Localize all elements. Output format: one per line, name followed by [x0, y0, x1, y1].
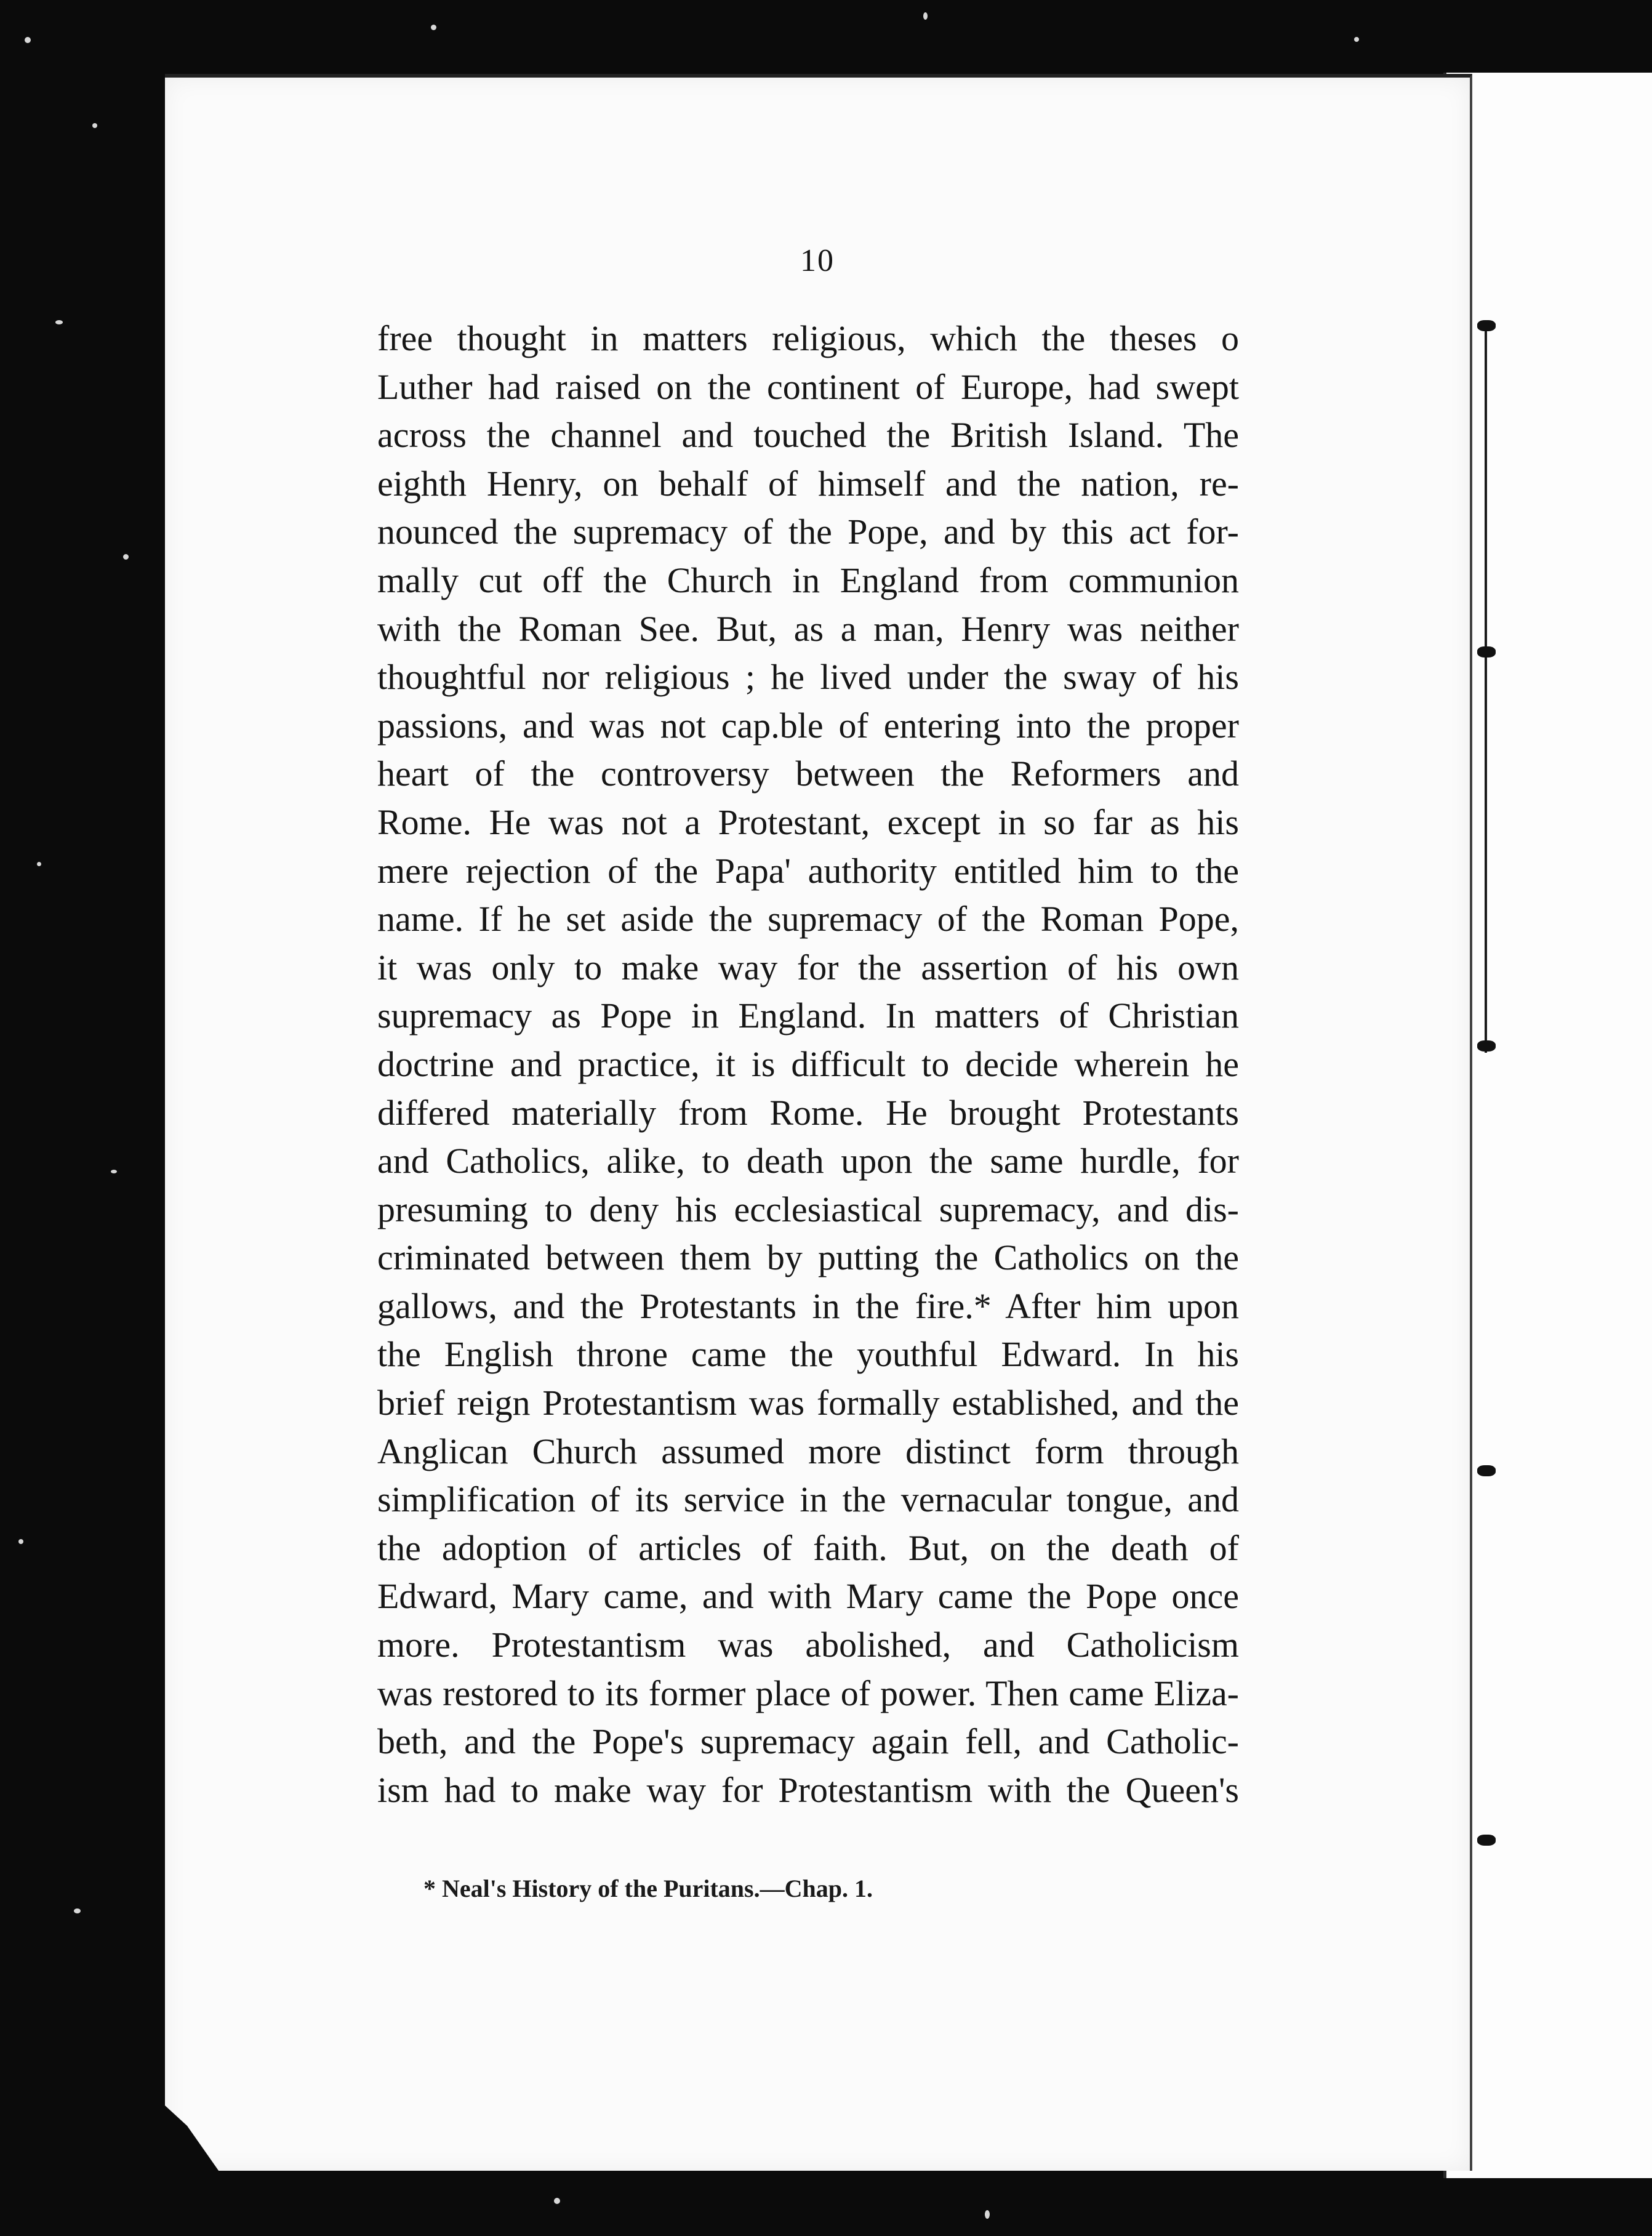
text-line: nounced the supremacy of the Pope, and by this act for-	[377, 512, 1239, 552]
margin-rule-line	[1485, 326, 1487, 1053]
margin-tick-mark	[1477, 1040, 1496, 1052]
dust-speck	[18, 1539, 23, 1544]
footnote: * Neal's History of the Puritans.—Chap. 1.	[423, 1875, 873, 1902]
text-line: presuming to deny his ecclesiastical supremacy, and dis-	[377, 1189, 1239, 1229]
page-number: 10	[800, 243, 835, 278]
margin-tick-mark	[1477, 320, 1496, 331]
dust-speck	[55, 320, 63, 324]
dust-speck	[123, 554, 129, 560]
dust-speck	[554, 2198, 560, 2204]
margin-tick-mark	[1477, 1465, 1496, 1476]
text-line: across the channel and touched the British Island. The	[377, 415, 1239, 456]
text-line: differed materially from Rome. He brought Protestants	[377, 1092, 1239, 1133]
text-line: free thought in matters religious, which the theses o	[377, 318, 1239, 358]
text-line: it was only to make way for the assertion of his own	[377, 947, 1239, 987]
margin-tick-mark	[1477, 646, 1496, 658]
text-line: with the Roman See. But, as a man, Henry was neither	[377, 608, 1239, 649]
dust-speck	[92, 123, 97, 128]
dust-speck	[25, 37, 31, 43]
text-line: name. If he set aside the supremacy of the Roman Pope,	[377, 899, 1239, 939]
margin-tick-mark	[1477, 1835, 1496, 1846]
dust-speck	[431, 25, 436, 30]
text-line: passions, and was not cap.ble of entering into the proper	[377, 705, 1239, 746]
text-line: Edward, Mary came, and with Mary came the Pope once	[377, 1576, 1239, 1617]
dust-speck	[923, 12, 928, 20]
text-line: the adoption of articles of faith. But, on the death of	[377, 1527, 1239, 1568]
text-line: supremacy as Pope in England. In matters of Christian	[377, 995, 1239, 1036]
text-line: was restored to its former place of power. Then came Eliza-	[377, 1673, 1239, 1713]
text-line: thoughtful nor religious ; he lived under the sway of his	[377, 657, 1239, 698]
text-line: beth, and the Pope's supremacy again fell, and Catholic-	[377, 1721, 1239, 1762]
text-line: brief reign Protestantism was formally established, and the	[377, 1383, 1239, 1423]
text-line: Rome. He was not a Protestant, except in so far as his	[377, 802, 1239, 842]
text-line: simplification of its service in the vernacular tongue, and	[377, 1479, 1239, 1520]
book-page	[165, 74, 1472, 2171]
text-line: Luther had raised on the continent of Europe, had swept	[377, 366, 1239, 407]
text-line: doctrine and practice, it is difficult to decide wherein he	[377, 1044, 1239, 1084]
text-line: and Catholics, alike, to death upon the same hurdle, for	[377, 1141, 1239, 1181]
text-line: eighth Henry, on behalf of himself and the nation, re-	[377, 463, 1239, 504]
dust-speck	[985, 2210, 990, 2219]
body-text	[377, 315, 1239, 1814]
text-line: criminated between them by putting the Catholics on the	[377, 1237, 1239, 1278]
dust-speck	[1354, 37, 1359, 42]
dust-speck	[74, 1908, 81, 1913]
text-line: mere rejection of the Papa' authority entitled him to the	[377, 850, 1239, 891]
text-line: ism had to make way for Protestantism with the Queen's	[377, 1769, 1239, 1810]
text-line: more. Protestantism was abolished, and Catholicism	[377, 1625, 1239, 1665]
facing-page-edge	[1443, 73, 1652, 2178]
text-line: Anglican Church assumed more distinct form through	[377, 1431, 1239, 1471]
text-line: gallows, and the Protestants in the fire.* After him upon	[377, 1285, 1239, 1326]
dust-speck	[37, 862, 41, 866]
text-line: the English throne came the youthful Edward. In his	[377, 1334, 1239, 1375]
dust-speck	[111, 1170, 117, 1173]
text-line: mally cut off the Church in England from communion	[377, 560, 1239, 600]
text-line: heart of the controversy between the Reformers and	[377, 754, 1239, 794]
